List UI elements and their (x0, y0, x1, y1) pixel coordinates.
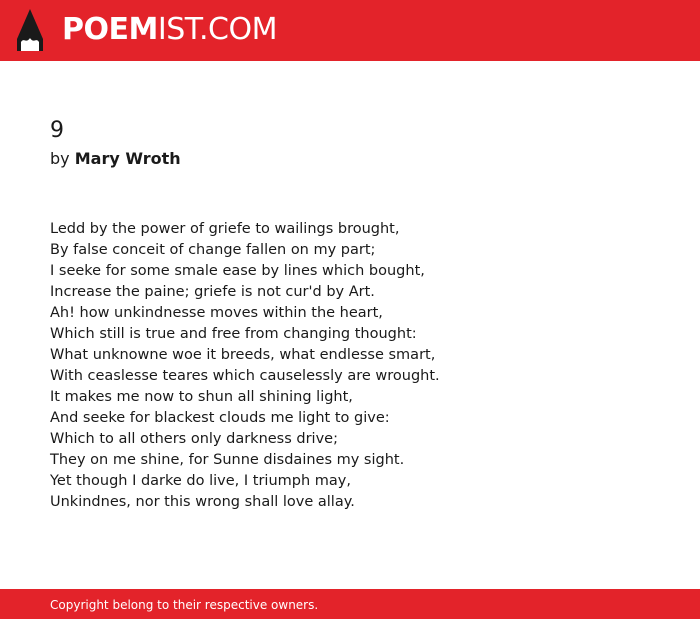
poem-line: Ledd by the power of griefe to wailings brought, (50, 221, 400, 237)
poem-line: They on me shine, for Sunne disdaines my sight. (50, 452, 405, 468)
by-label: by (50, 149, 70, 168)
pencil-tip-icon (17, 9, 43, 51)
poem-line: And seeke for blackest clouds me light to give: (50, 410, 390, 426)
poem-title: 9 (50, 118, 64, 143)
site-header (0, 0, 700, 61)
poem-body (50, 219, 440, 513)
poem-line: What unknowne woe it breeds, what endlesse smart, (50, 347, 436, 363)
poem-line: By false conceit of change fallen on my part; (50, 242, 376, 258)
poem-line: I seeke for some smale ease by lines which bought, (50, 263, 425, 279)
poem-line: Which to all others only darkness drive; (50, 431, 338, 447)
poem-line: Increase the paine; griefe is not cur'd by Art. (50, 284, 375, 300)
poem-line: It makes me now to shun all shining light, (50, 389, 353, 405)
logo-text-light: IST.COM (157, 12, 277, 47)
logo-text-bold: POEM (62, 12, 158, 47)
byline (50, 149, 181, 169)
author-link[interactable]: Mary Wroth (74, 149, 181, 168)
poem-line: Which still is true and free from changing thought: (50, 326, 417, 342)
site-logo-link[interactable] (0, 0, 277, 61)
poem-line: Ah! how unkindnesse moves within the heart, (50, 305, 383, 321)
site-logo-text (62, 11, 277, 49)
poem-line: Yet though I darke do live, I triumph may, (50, 473, 351, 489)
copyright-text: Copyright belong to their respective owners. (50, 598, 319, 612)
poem-line: Unkindnes, nor this wrong shall love allay. (50, 494, 355, 510)
poem-line: With ceaslesse teares which causelessly are wrought. (50, 368, 440, 384)
site-footer (0, 589, 700, 619)
